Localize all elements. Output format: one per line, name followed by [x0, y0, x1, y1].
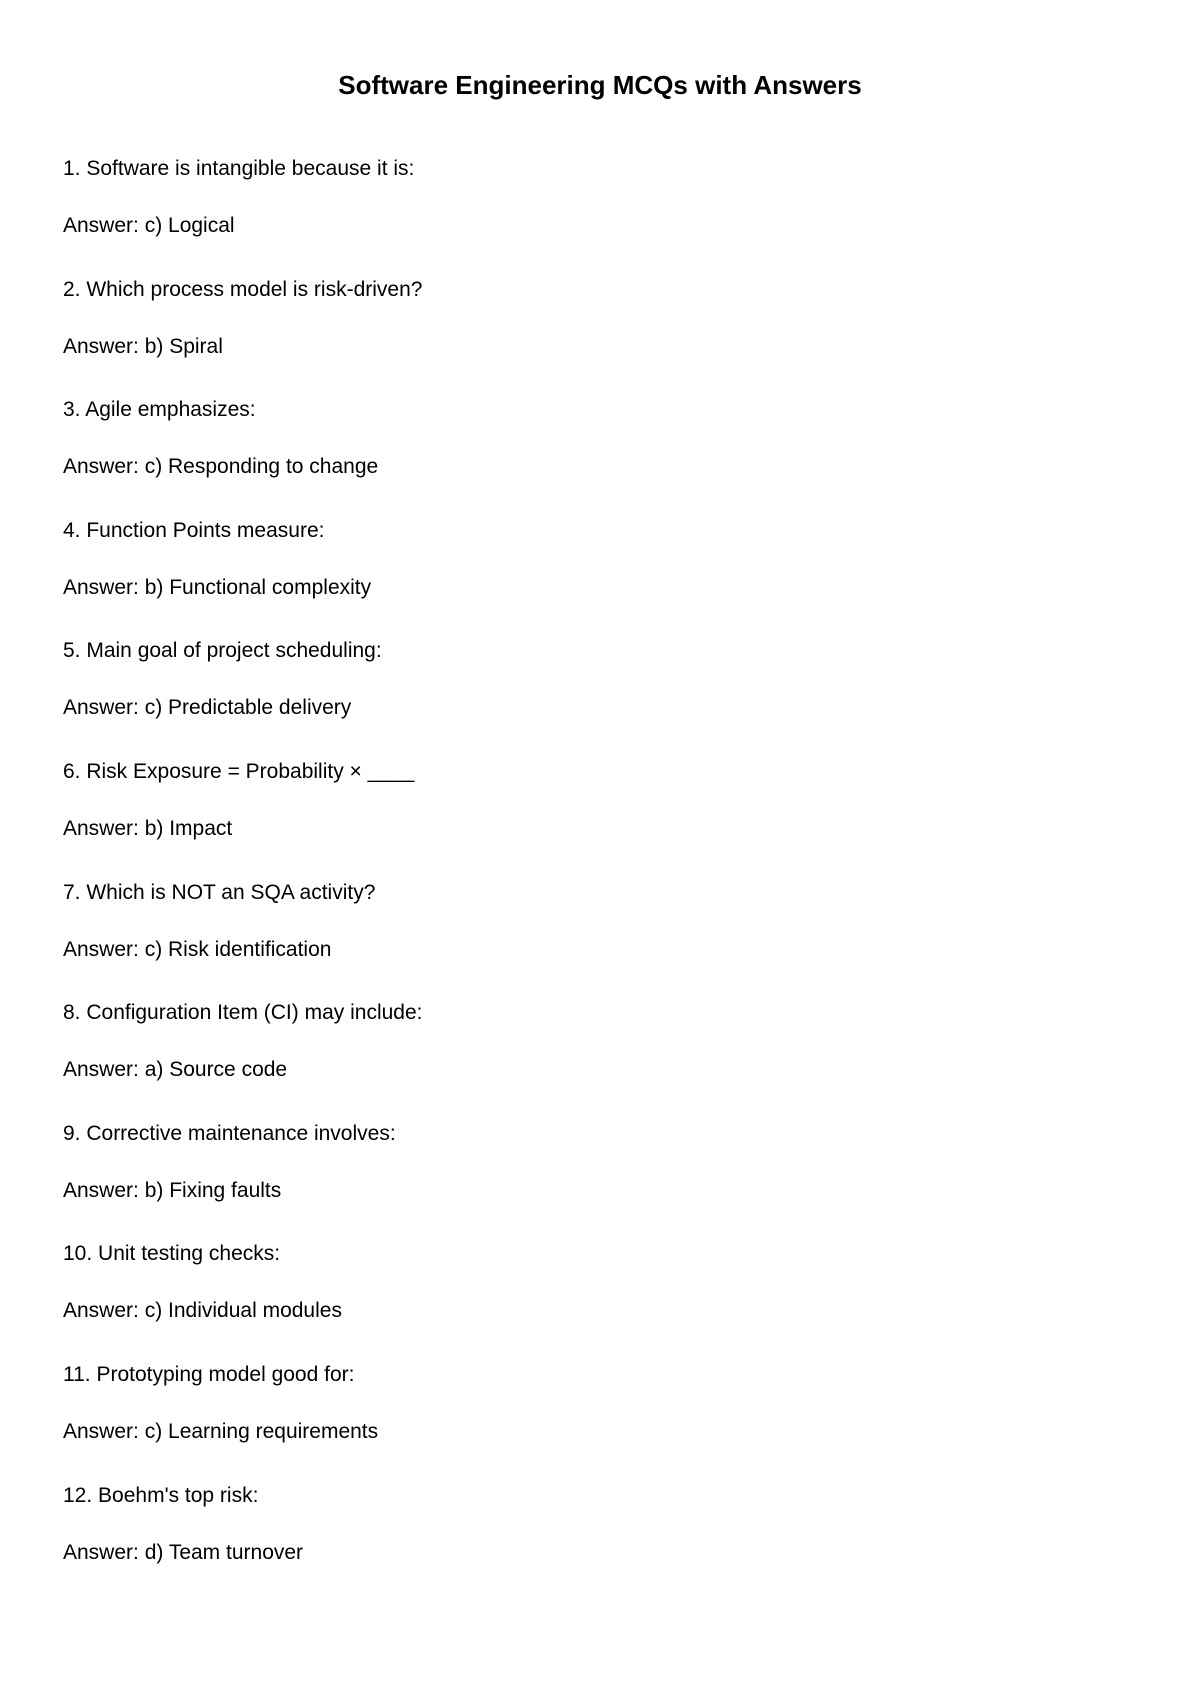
question-text: 6. Risk Exposure = Probability × ____: [63, 759, 415, 783]
question-text: 12. Boehm's top risk:: [63, 1483, 259, 1507]
list-item: [63, 1361, 1063, 1482]
question-text: 5. Main goal of project scheduling:: [63, 639, 382, 663]
question-text: 11. Prototyping model good for:: [63, 1362, 355, 1386]
answer-text: Answer: c) Predictable delivery: [63, 696, 352, 720]
question-text: 4. Function Points measure:: [63, 518, 325, 542]
question-text: 10. Unit testing checks:: [63, 1242, 281, 1266]
answer-text: Answer: c) Logical: [63, 214, 235, 237]
list-item: [63, 517, 1063, 638]
page-title: Software Engineering MCQs with Answers: [338, 70, 862, 100]
question-text: 3. Agile emphasizes:: [63, 398, 256, 422]
list-item: [63, 879, 1063, 1000]
answer-text: Answer: b) Fixing faults: [63, 1178, 282, 1202]
list-item: [63, 155, 1063, 276]
list-item: [63, 1120, 1063, 1241]
answer-text: Answer: c) Risk identification: [63, 937, 332, 961]
answer-text: Answer: c) Individual modules: [63, 1299, 342, 1323]
question-text: 2. Which process model is risk-driven?: [63, 277, 423, 301]
question-text: 8. Configuration Item (CI) may include:: [63, 1001, 423, 1025]
mcq-list: [63, 155, 1063, 1602]
answer-text: Answer: b) Spiral: [63, 334, 223, 358]
answer-text: Answer: b) Impact: [63, 816, 233, 840]
list-item: [63, 396, 1063, 517]
question-text: 9. Corrective maintenance involves:: [63, 1121, 396, 1145]
list-item: [63, 1240, 1063, 1361]
list-item: [63, 758, 1063, 879]
answer-text: Answer: a) Source code: [63, 1058, 288, 1082]
answer-text: Answer: c) Responding to change: [63, 455, 379, 479]
answer-text: Answer: b) Functional complexity: [63, 575, 372, 599]
question-text: 1. Software is intangible because it is:: [63, 157, 415, 180]
answer-text: Answer: d) Team turnover: [63, 1540, 304, 1564]
list-item: [63, 1482, 1063, 1603]
list-item: [63, 999, 1063, 1120]
question-text: 7. Which is NOT an SQA activity?: [63, 880, 376, 904]
list-item: [63, 276, 1063, 397]
list-item: [63, 637, 1063, 758]
answer-text: Answer: c) Learning requirements: [63, 1419, 379, 1443]
